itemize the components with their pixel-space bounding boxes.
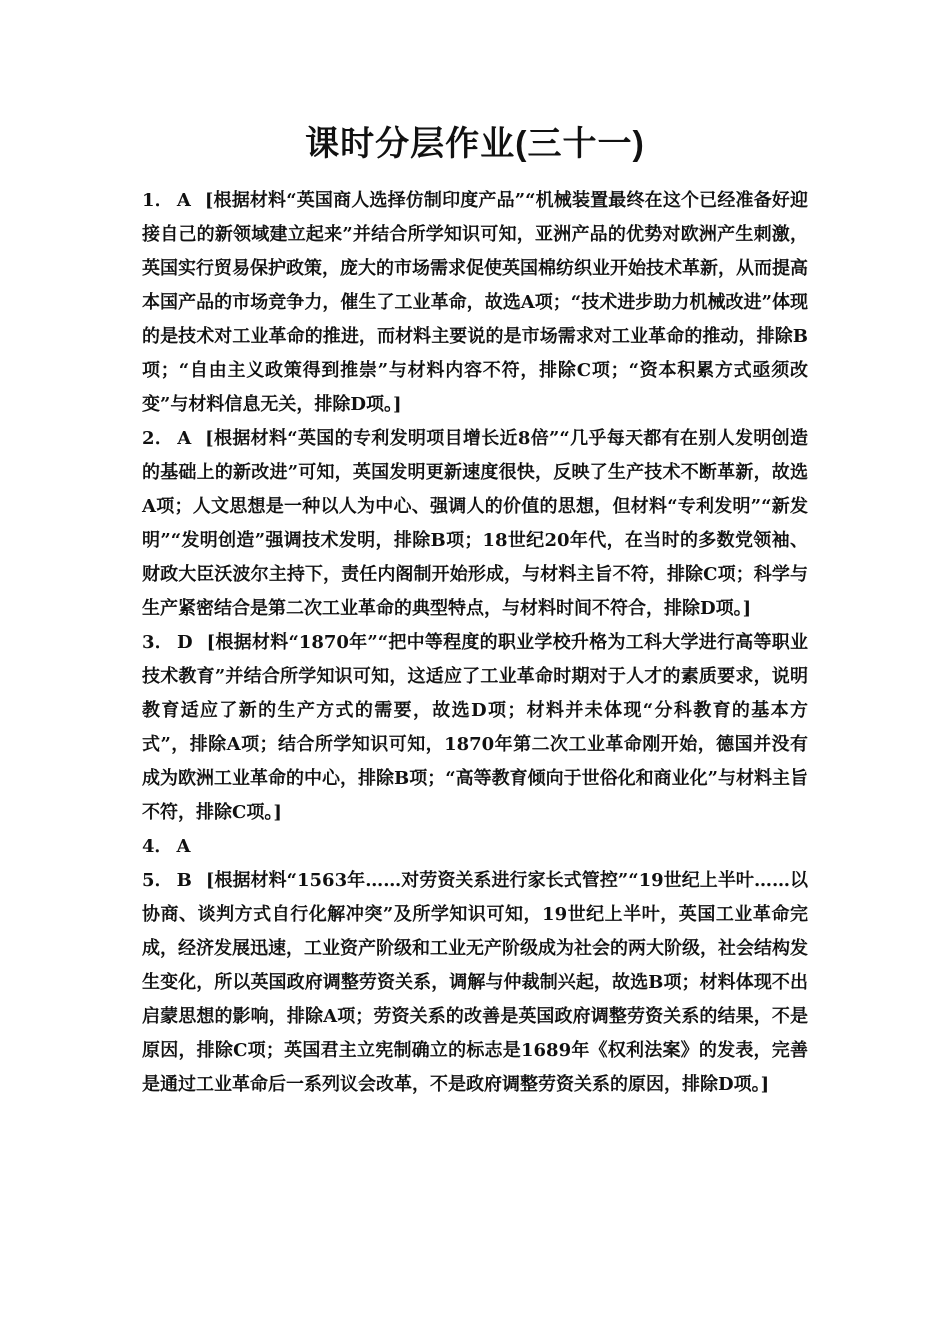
answer-item-1: [142, 184, 808, 422]
answer-choice: A: [177, 428, 192, 449]
answer-choice: A: [176, 836, 191, 857]
answer-number: 1．: [142, 190, 173, 211]
answer-choice: D: [177, 632, 193, 653]
answer-explanation: [根据材料“英国的专利发明项目增长近8倍”“几乎每天都有在别人发明创造的基础上的新改进”可知，英国发明更新速度很快，反映了生产技术不断革新，故选A项；人文思想是一种以人为中心、强调人的价值的思想，但材料“专利发明”“新发明”“发明创造”强调技术发明，排除B项；18世纪20年代，在当时的多数党领袖、财政大臣沃波尔主持下，责任内阁制开始形成，与材料主旨不符，排除C项；科学与生产紧密结合是第二次工业革命的典型特点，与材料时间不符合，排除D项。]: [142, 428, 808, 619]
answer-item-2: [142, 422, 808, 626]
answer-explanation: [根据材料“1870年”“把中等程度的职业学校升格为工科大学进行高等职业技术教育”并结合所学知识可知，这适应了工业革命时期对于人才的素质要求，说明教育适应了新的生产方式的需要，故选D项；材料并未体现“分科教育的基本方式”，排除A项；结合所学知识可知，1870年第二次工业革命刚开始，德国并没有成为欧洲工业革命的中心，排除B项；“高等教育倾向于世俗化和商业化”与材料主旨不符，排除C项。]: [142, 632, 809, 823]
answer-explanation: [根据材料“英国商人选择仿制印度产品”“机械装置最终在这个已经准备好迎接自己的新领域建立起来”并结合所学知识可知，亚洲产品的优势对欧洲产生刺激，英国实行贸易保护政策，庞大的市场需求促使英国棉纺织业开始技术革新，从而提高本国产品的市场竞争力，催生了工业革命，故选A项；“技术进步助力机械改进”体现的是技术对工业革命的推进，而材料主要说的是市场需求对工业革命的推动，排除B项；“自由主义政策得到推崇”与材料内容不符，排除C项；“资本积累方式亟须改变”与材料信息无关，排除D项。]: [142, 190, 809, 415]
answer-item-4: [142, 830, 808, 864]
answer-number: 3．: [142, 632, 174, 653]
answer-number: 4．: [142, 836, 173, 857]
answer-choice: B: [176, 870, 192, 891]
answer-number: 5．: [142, 870, 173, 891]
answer-item-5: [142, 864, 808, 1102]
page-title: 课时分层作业(三十一): [305, 125, 645, 163]
answer-choice: A: [176, 190, 191, 211]
answer-number: 2．: [142, 428, 174, 449]
answer-item-3: [142, 626, 808, 830]
answer-explanation: [根据材料“1563年……对劳资关系进行家长式管控”“19世纪上半叶……以协商、谈判方式自行化解冲突”及所学知识可知，19世纪上半叶，英国工业革命完成，经济发展迅速，工业资产阶级和工业无产阶级成为社会的两大阶级，社会结构发生变化，所以英国政府调整劳资关系，调解与仲裁制兴起，故选B项；材料体现不出启蒙思想的影响，排除A项；劳资关系的改善是英国政府调整劳资关系的结果，不是原因，排除C项；英国君主立宪制确立的标志是1689年《权利法案》的发表，完善是通过工业革命后一系列议会改革，不是政府调整劳资关系的原因，排除D项。]: [142, 870, 808, 1095]
answer-list: [142, 184, 808, 1102]
